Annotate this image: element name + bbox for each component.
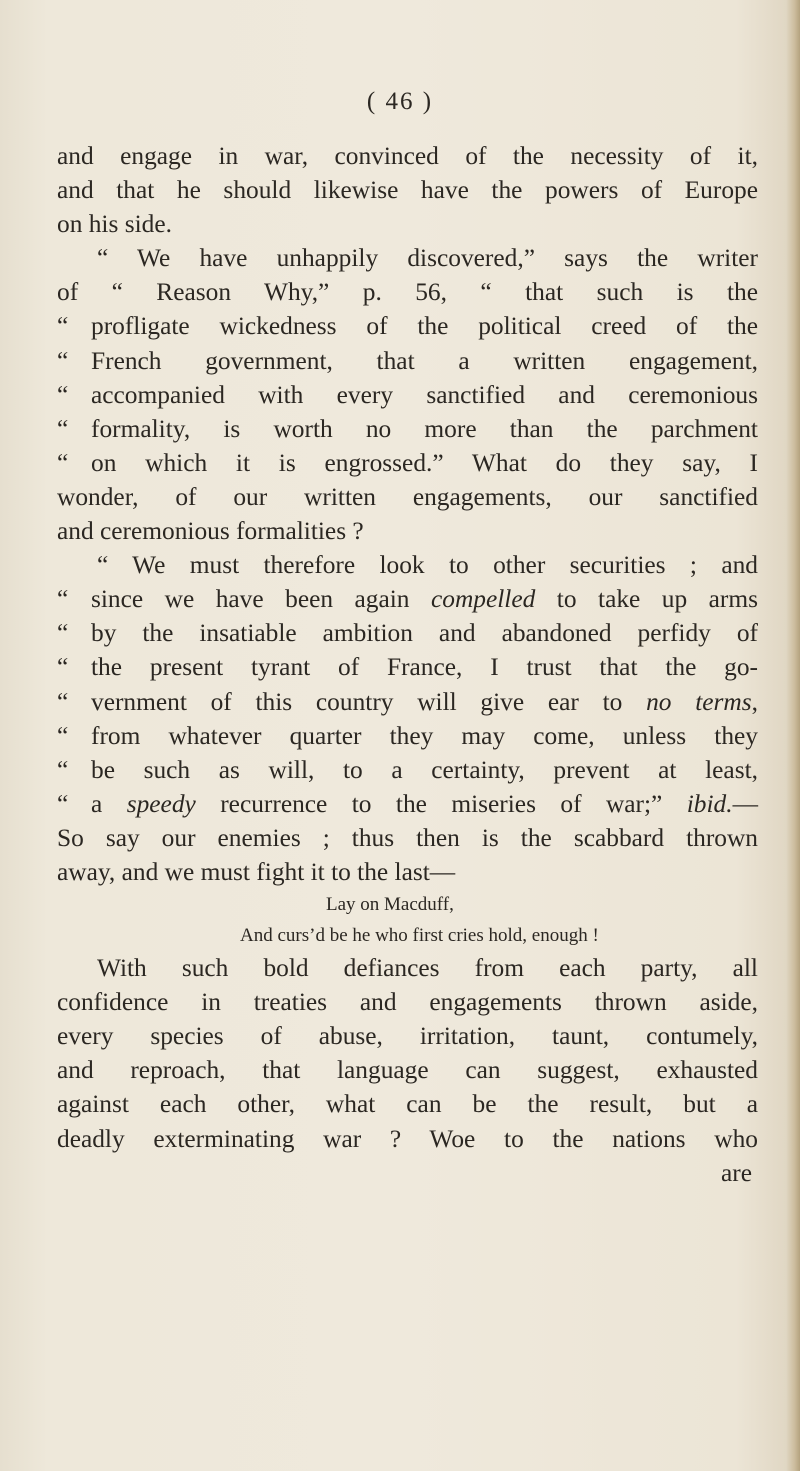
line-text: from whatever quarter they may come, unless they <box>91 721 758 750</box>
catchword: are <box>721 1158 752 1187</box>
text-line <box>57 821 758 855</box>
line-text: to take up arms <box>535 585 758 614</box>
line-text: and ceremonious formalities ? <box>57 517 364 546</box>
text-line <box>57 309 758 343</box>
text-line <box>57 344 758 378</box>
quote-mark: “ <box>57 619 69 648</box>
line-text: and that he should likewise have the powers of Europe <box>57 176 758 205</box>
text-line <box>57 1122 758 1156</box>
line-text: — <box>732 789 758 818</box>
body-text <box>57 139 758 1190</box>
text-line <box>57 275 758 309</box>
italic-text: ibid. <box>686 789 733 818</box>
line-text: With such bold defiances from each party, all <box>97 954 758 983</box>
line-text: on his side. <box>57 210 172 239</box>
text-line <box>57 241 758 275</box>
text-line <box>57 616 758 650</box>
line-text: recurrence to the miseries of war;” <box>195 789 687 818</box>
text-line <box>57 855 758 889</box>
quote-mark: “ <box>57 448 69 477</box>
line-text: by the insatiable ambition and abandoned perfidy of <box>91 619 758 648</box>
line-text: be such as will, to a certainty, prevent at least, <box>91 755 758 784</box>
quote-mark: “ <box>57 755 69 784</box>
line-text: a <box>91 789 127 818</box>
text-line <box>57 412 758 446</box>
line-text: and engage in war, convinced of the necessity of it, <box>57 142 758 170</box>
line-text: on which it is engrossed.” What do they say, I <box>91 448 758 477</box>
quote-mark: “ <box>57 380 69 409</box>
line-text: profligate wickedness of the political creed of the <box>91 312 758 341</box>
verse-line-1: Lay on Macduff, <box>326 894 454 916</box>
text-line <box>57 985 758 1019</box>
page-edge-shadow <box>786 0 800 1471</box>
text-line <box>57 1053 758 1087</box>
quote-mark: “ <box>57 789 69 818</box>
text-line <box>57 650 758 684</box>
line-text: every species of abuse, irritation, taunt, contumely, <box>57 1022 758 1051</box>
quote-mark: “ <box>57 687 69 716</box>
quote-mark: “ <box>57 312 69 341</box>
quote-mark: “ <box>57 414 69 443</box>
italic-text: no terms <box>646 687 752 716</box>
paragraph-block-2 <box>57 951 758 1156</box>
line-text: , <box>751 687 758 716</box>
line-text: So say our enemies ; thus then is the scabbard thrown <box>57 823 758 852</box>
line-text: accompanied with every sanctified and ceremonious <box>91 380 758 409</box>
italic-text: speedy <box>126 789 196 818</box>
text-line <box>57 139 758 173</box>
text-line <box>57 719 758 753</box>
line-text: against each other, what can be the result, but a <box>57 1090 758 1119</box>
line-text: of “ Reason Why,” p. 56, “ that such is the <box>57 278 758 307</box>
text-line <box>57 480 758 514</box>
line-text: “ We must therefore look to other securities ; and <box>97 551 758 580</box>
line-text: “ We have unhappily discovered,” says the writer <box>97 244 758 273</box>
text-line <box>57 514 758 548</box>
text-line <box>57 787 758 821</box>
line-text: and reproach, that language can suggest, exhausted <box>57 1056 758 1085</box>
text-line <box>57 173 758 207</box>
text-line <box>57 207 758 241</box>
line-text: the present tyrant of France, I trust that the go- <box>91 653 758 682</box>
text-line <box>57 1087 758 1121</box>
quote-mark: “ <box>57 585 69 614</box>
page-number: ( 46 ) <box>366 88 434 115</box>
verse-line-2: And curs’d be he who first cries hold, enough ! <box>240 925 599 947</box>
line-text: away, and we must fight it to the last— <box>57 857 456 886</box>
paragraph-block-1 <box>57 139 758 889</box>
line-text: since we have been again <box>91 585 431 614</box>
line-text: French government, that a written engagement, <box>91 346 758 375</box>
line-text: confidence in treaties and engagements thrown aside, <box>57 988 758 1017</box>
line-text: formality, is worth no more than the parchment <box>91 414 758 443</box>
text-line <box>57 951 758 985</box>
text-line <box>57 582 758 616</box>
quote-mark: “ <box>57 653 69 682</box>
italic-text: compelled <box>430 585 536 614</box>
text-line <box>57 685 758 719</box>
text-line <box>57 378 758 412</box>
text-line <box>57 446 758 480</box>
line-text: vernment of this country will give ear to <box>91 687 647 716</box>
line-text: wonder, of our written engagements, our sanctified <box>57 482 758 511</box>
quote-mark: “ <box>57 721 69 750</box>
quote-mark: “ <box>57 346 69 375</box>
text-line <box>57 1019 758 1053</box>
text-line <box>57 548 758 582</box>
line-text: deadly exterminating war ? Woe to the nations who <box>57 1124 758 1153</box>
text-line <box>57 753 758 787</box>
